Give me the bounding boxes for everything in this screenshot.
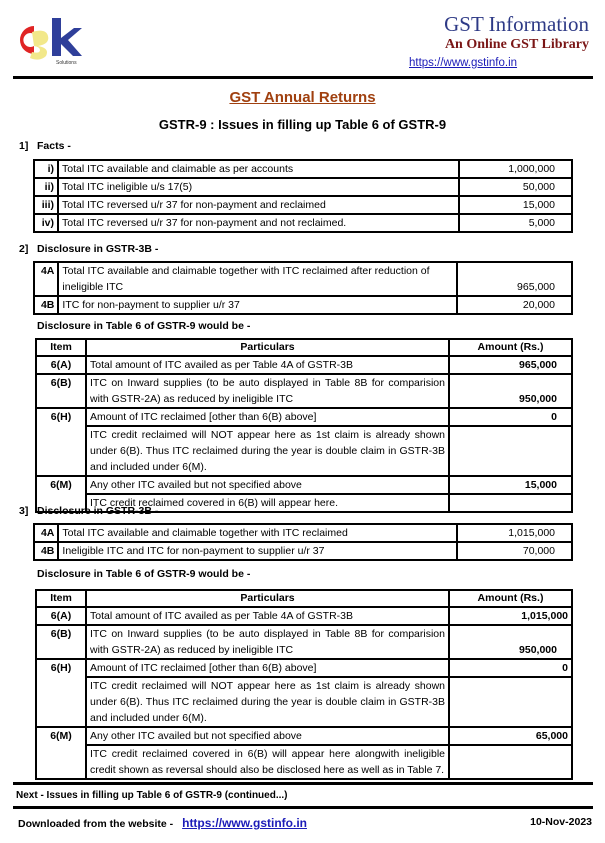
table-row: 6(A) Total amount of ITC availed as per Table 4A of GSTR-3B 1,015,000	[36, 607, 572, 625]
gstr3b-table-1	[33, 261, 573, 315]
table-row: 6(H) Amount of ITC reclaimed [other than 6(B) above] 0	[36, 408, 572, 426]
table6-disclosure-2	[35, 589, 573, 780]
brand-title: GST Information	[444, 12, 589, 36]
gstr3b-table-2	[33, 523, 573, 561]
logo-icon	[10, 14, 90, 66]
table-row: 4A Total ITC available and claimable together with ITC reclaimed 1,015,000	[34, 524, 572, 542]
table-row: iii) Total ITC reversed u/r 37 for non-payment and reclaimed 15,000	[34, 196, 572, 214]
brand-subtitle: An Online GST Library	[444, 37, 589, 52]
next-note: Next - Issues in filling up Table 6 of GSTR-9 (continued...)	[16, 790, 288, 801]
table-header-row: Item Particulars Amount (Rs.)	[36, 590, 572, 607]
table-row: 6(H) Amount of ITC reclaimed [other than 6(B) above] 0	[36, 659, 572, 677]
table-row: 4B Ineligible ITC and ITC for non-payment to supplier u/r 37 70,000	[34, 542, 572, 560]
page-subtitle: GSTR-9 : Issues in filling up Table 6 of GSTR-9	[158, 117, 447, 132]
table-row: iv) Total ITC reversed u/r 37 for non-payment and not reclaimed. 5,000	[34, 214, 572, 232]
table-row-note: ITC credit reclaimed covered in 6(B) will appear here alongwith ineligible credit shown as reversal should also be disclosed here as well as in Table 7.	[36, 745, 572, 779]
table6-heading-1: Disclosure in Table 6 of GSTR-9 would be -	[37, 320, 251, 332]
footer-divider-bottom	[13, 806, 593, 809]
section-disclosure-3b-heading: 2] Disclosure in GSTR-3B -	[19, 243, 159, 255]
footer-website-link[interactable]: https://www.gstinfo.in	[182, 816, 307, 830]
footer-divider-top	[13, 782, 593, 785]
table-row: 6(A) Total amount of ITC availed as per Table 4A of GSTR-3B 965,000	[36, 356, 572, 374]
table-row-note: ITC credit reclaimed will NOT appear here as 1st claim is already shown under 6(B). Thus ITC reclaimed during the year is double claim in GSTR-3B and included under 6(M).	[36, 677, 572, 727]
table-row: 6(B) ITC on Inward supplies (to be auto displayed in Table 8B for comparision with GSTR-2A) as reduced by ineligible ITC 950,000	[36, 374, 572, 408]
section-disclosure-3b-heading-2: 3] Disclosure in GSTR-3B -	[19, 505, 159, 517]
footer-date: 10-Nov-2023	[530, 816, 592, 828]
table-header-row: Item Particulars Amount (Rs.)	[36, 339, 572, 356]
table-row: 4A Total ITC available and claimable together with ITC reclaimed after reduction of ineligible ITC 965,000	[34, 262, 572, 296]
table-row: 6(M) Any other ITC availed but not specified above 65,000	[36, 727, 572, 745]
footer-download-note: Downloaded from the website - https://www.gstinfo.in	[18, 816, 307, 830]
table6-heading-2: Disclosure in Table 6 of GSTR-9 would be -	[37, 568, 251, 580]
table-row: 6(M) Any other ITC availed but not specified above 15,000	[36, 476, 572, 494]
section-facts-heading: 1] Facts -	[19, 140, 71, 152]
page-title: GST Annual Returns	[229, 89, 376, 106]
table6-disclosure-1	[35, 338, 573, 513]
header-divider	[13, 76, 593, 79]
header-website-link[interactable]: https://www.gstinfo.in	[409, 57, 518, 69]
table-row-note: ITC credit reclaimed will NOT appear here as 1st claim is already shown under 6(B). Thus ITC reclaimed during the year is double claim in GSTR-3B and included under 6(M).	[36, 426, 572, 476]
table-row: 4B ITC for non-payment to supplier u/r 37 20,000	[34, 296, 572, 314]
table-row: ii) Total ITC ineligible u/s 17(5) 50,000	[34, 178, 572, 196]
facts-table	[33, 159, 573, 233]
table-row-note: ITC credit reclaimed covered in 6(B) will appear here.	[36, 494, 572, 512]
gsk-logo	[10, 14, 90, 66]
table-row: i) Total ITC available and claimable as per accounts 1,000,000	[34, 160, 572, 178]
svg-text:Solutions: Solutions	[56, 60, 77, 66]
table-row: 6(B) ITC on Inward supplies (to be auto displayed in Table 8B for comparision with GSTR-2A) as reduced by ineligible ITC 950,000	[36, 625, 572, 659]
